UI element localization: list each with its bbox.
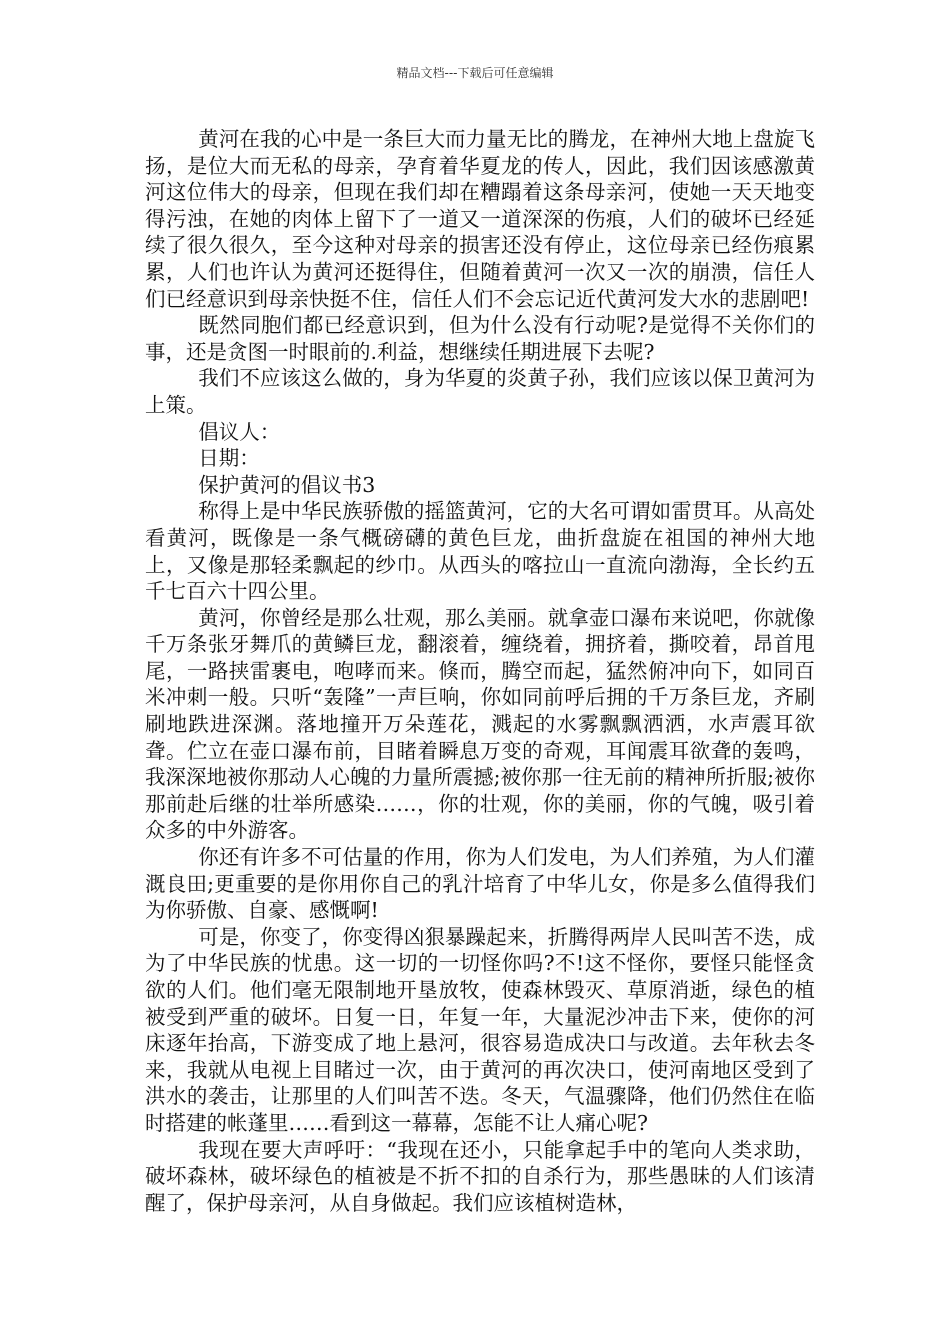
paragraph: 黄河，你曾经是那么壮观，那么美丽。就拿壶口瀑布来说吧，你就像千万条张牙舞爪的黄鳞巨龙，翻滚着，缠绕着，拥挤着，撕咬着，昂首甩尾，一路挟雷裹电，咆哮而来。倏而，腾空而起，猛然俯冲向下，如同百米冲刺一般。只听“轰隆”一声巨响，你如同前呼后拥的千万条巨龙，齐刷刷地跌进深渊。落地撞开万朵莲花，溅起的水雾飘飘洒洒，水声震耳欲聋。伫立在壶口瀑布前，目睹着瞬息万变的奇观，耳闻震耳欲聋的轰鸣，我深深地被你那动人心魄的力量所震撼;被你那一往无前的精神所折服;被你那前赴后继的壮举所感染……，你的壮观，你的美丽，你的气魄，吸引着众多的中外游客。 [145, 605, 815, 843]
paragraph: 既然同胞们都已经意识到，但为什么没有行动呢?是觉得不关你们的事，还是贪图一时眼前的.利益，想继续任期进展下去呢? [145, 313, 815, 364]
paragraph: 称得上是中华民族骄傲的摇篮黄河，它的大名可谓如雷贯耳。从高处看黄河，既像是一条气概磅礴的黄色巨龙，曲折盘旋在祖国的神州大地上，又像是那轻柔飘起的纱巾。从西头的喀拉山一直流向渤海，全长约五千七百六十四公里。 [145, 499, 815, 604]
paragraph: 你还有许多不可估量的作用，你为人们发电，为人们养殖，为人们灌溉良田;更重要的是你用你自己的乳汁培育了中华儿女，你是多么值得我们为你骄傲、自豪、感慨啊! [145, 845, 815, 923]
initiator-label: 倡议人： [198, 419, 281, 444]
date-label: 日期： [198, 446, 260, 471]
paragraph: 我们不应该这么做的，身为华夏的炎黄子孙，我们应该以保卫黄河为上策。 [145, 366, 815, 417]
section-title: 保护黄河的倡议书3 [198, 472, 376, 497]
page-header: 精品文档---下载后可任意编辑 [396, 66, 554, 80]
document-body [145, 126, 815, 1216]
paragraph: 我现在要大声呼吁：“我现在还小，只能拿起手中的笔向人类求助，破坏森林，破坏绿色的植被是不折不扣的自杀行为，那些愚昧的人们该清醒了，保护母亲河，从自身做起。我们应该植树造林， [145, 1137, 815, 1215]
paragraph: 黄河在我的心中是一条巨大而力量无比的腾龙，在神州大地上盘旋飞扬，是位大而无私的母亲，孕育着华夏龙的传人，因此，我们因该感激黄河这位伟大的母亲，但现在我们却在糟蹋着这条母亲河，使她一天天地变得污浊，在她的肉体上留下了一道又一道深深的伤痕，人们的破坏已经延续了很久很久，至今这种对母亲的损害还没有停止，这位母亲已经伤痕累累，人们也许认为黄河还挺得住，但随着黄河一次又一次的崩溃，信任人们已经意识到母亲快挺不住，信任人们不会忘记近代黄河发大水的悲剧吧! [145, 127, 815, 311]
paragraph: 可是，你变了，你变得凶狠暴躁起来，折腾得两岸人民叫苦不迭，成为了中华民族的忧患。这一切的一切怪你吗?不!这不怪你，要怪只能怪贪欲的人们。他们毫无限制地开垦放牧，使森林毁灭、草原消逝，绿色的植被受到严重的破坏。日复一日，年复一年，大量泥沙冲击下来，使你的河床逐年抬高，下游变成了地上悬河，很容易造成决口与改道。去年秋去冬来，我就从电视上目睹过一次，由于黄河的再次决口，使河南地区受到了洪水的袭击，让那里的人们叫苦不迭。冬天，气温骤降，他们仍然住在临时搭建的帐蓬里……看到这一幕幕，怎能不让人痛心呢? [145, 924, 815, 1135]
